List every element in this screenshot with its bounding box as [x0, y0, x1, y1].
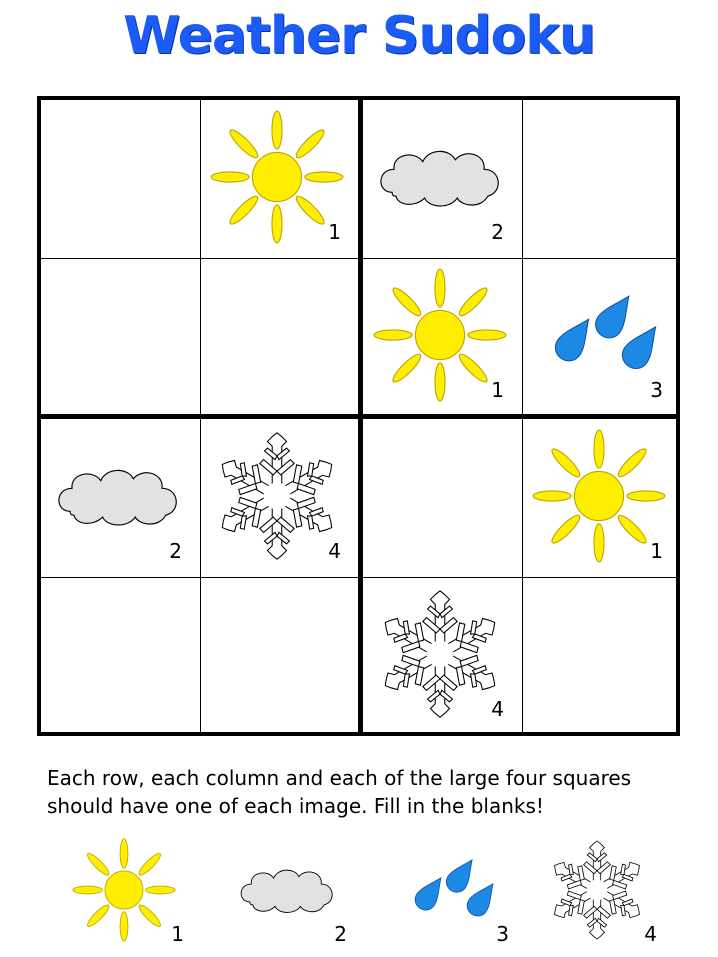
- cell-number: 1: [491, 378, 504, 402]
- cell-number: 1: [650, 539, 663, 563]
- cell-r1-c3[interactable]: [363, 100, 522, 258]
- cell-number: 2: [169, 539, 182, 563]
- cell-r3-c4[interactable]: [522, 419, 681, 577]
- cell-number: 2: [491, 220, 504, 244]
- cell-number: 3: [650, 378, 663, 402]
- legend-item-2: [235, 838, 345, 948]
- legend-number: 2: [334, 922, 347, 946]
- cell-r4-c3[interactable]: [363, 577, 522, 735]
- cell-r2-c3[interactable]: [363, 258, 522, 416]
- sudoku-board: [37, 96, 680, 736]
- cloud-icon: [235, 838, 339, 946]
- sun-icon: [72, 838, 176, 946]
- instructions-line-2: should have one of each image. Fill in the blanks!: [47, 794, 544, 818]
- cell-r1-c4[interactable]: [522, 100, 681, 258]
- legend-item-1: [72, 838, 182, 948]
- cell-number: 1: [328, 220, 341, 244]
- cell-r2-c4[interactable]: [522, 258, 681, 416]
- cell-r3-c3[interactable]: [363, 419, 522, 577]
- raindrops-icon: [397, 838, 501, 946]
- legend-item-3: [397, 838, 507, 948]
- cell-number: 4: [491, 697, 504, 721]
- instructions-line-1: Each row, each column and each of the large four squares: [47, 766, 632, 790]
- cell-number: 4: [328, 539, 341, 563]
- legend-item-4: [545, 838, 655, 948]
- cell-r2-c1[interactable]: [41, 258, 200, 416]
- legend-number: 3: [496, 922, 509, 946]
- cell-r4-c2[interactable]: [200, 577, 359, 735]
- cell-r3-c2[interactable]: [200, 419, 359, 577]
- box-divider-horizontal: [41, 414, 676, 419]
- instructions: [47, 764, 687, 820]
- cell-r1-c1[interactable]: [41, 100, 200, 258]
- snowflake-icon: [545, 838, 649, 946]
- cell-r1-c2[interactable]: [200, 100, 359, 258]
- cell-r4-c1[interactable]: [41, 577, 200, 735]
- page-title: Weather Sudoku: [123, 6, 595, 66]
- legend-number: 1: [171, 922, 184, 946]
- cell-r2-c2[interactable]: [200, 258, 359, 416]
- cell-r3-c1[interactable]: [41, 419, 200, 577]
- legend-number: 4: [644, 922, 657, 946]
- cell-r4-c4[interactable]: [522, 577, 681, 735]
